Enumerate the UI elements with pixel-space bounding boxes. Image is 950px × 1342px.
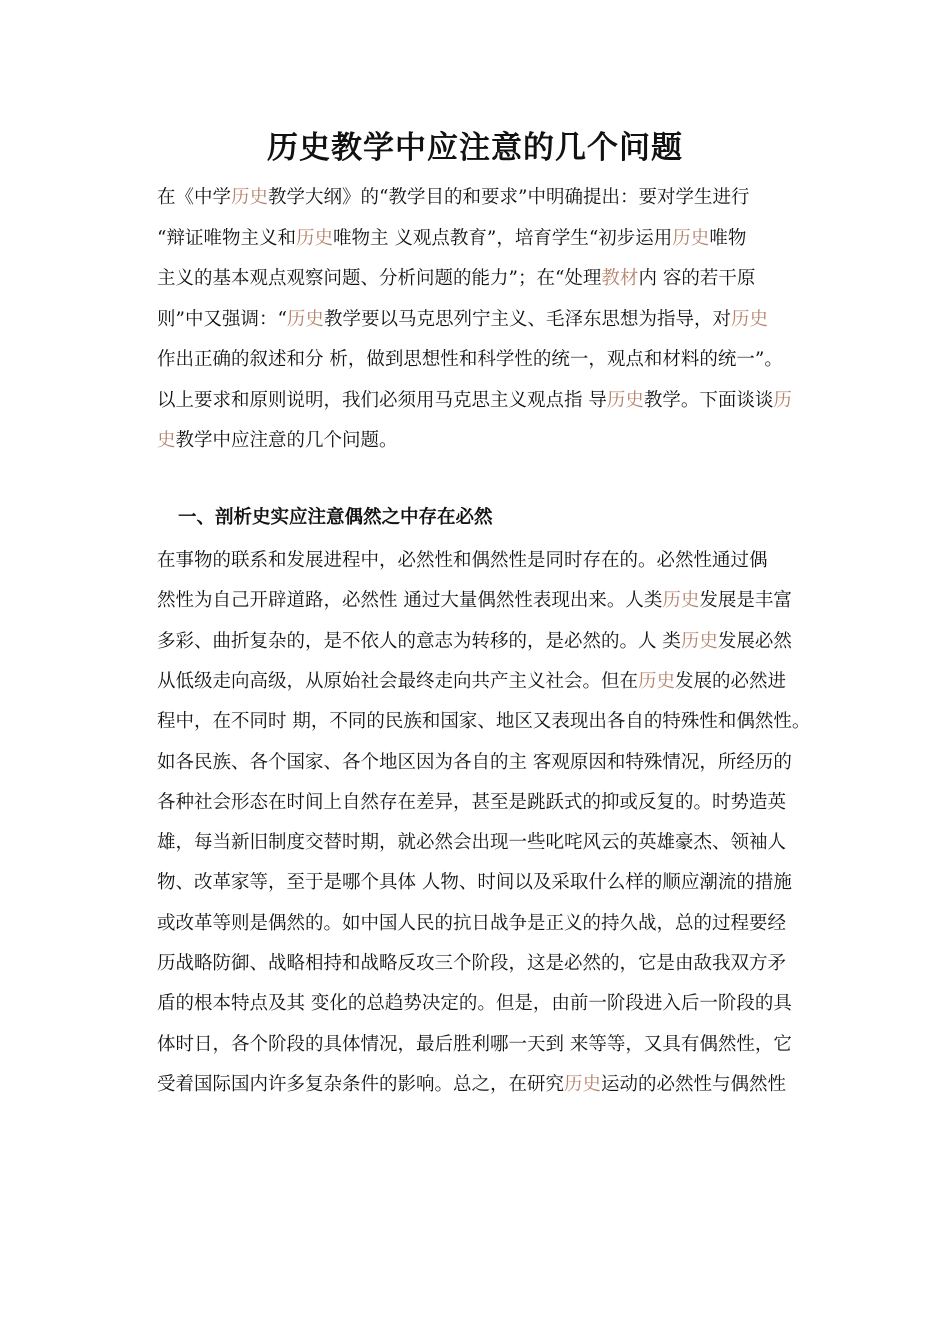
text-segment: 内 容的若干原 [638, 268, 756, 289]
text-line [157, 185, 797, 211]
section-heading: 一、剖析史实应注意偶然之中存在必然 [178, 507, 493, 528]
text-line [157, 548, 797, 574]
text-segment: 发展必然 [717, 630, 792, 652]
text-line [157, 870, 797, 896]
highlighted-term: 历史 [730, 308, 768, 330]
text-segment: 则”中又强调：“ [157, 308, 287, 330]
text-segment: 多彩、曲折复杂的，是不依人的意志为转移的，是必然的。人 类 [157, 630, 681, 652]
highlighted-term: 史 [157, 430, 176, 451]
text-segment: 唯物 [709, 227, 747, 249]
text-line [157, 830, 797, 856]
text-line [157, 1072, 797, 1098]
text-line [157, 911, 797, 937]
text-segment: 发展是丰富 [699, 590, 792, 612]
text-line [157, 991, 797, 1017]
text-line [157, 790, 797, 816]
text-line [157, 709, 811, 735]
text-segment: 教学要以马克思列宁主义、毛泽东思想为指导，对 [323, 308, 731, 330]
highlighted-term: 教材 [601, 268, 639, 289]
text-segment: 历战略防御、战略相持和战略反攻三个阶段，这是必然的，它是由敌我双方矛 [157, 953, 787, 974]
text-line [157, 750, 797, 776]
text-segment: 唯物主 义观点教育”，培育学生“初步运用 [332, 227, 673, 249]
text-line [157, 588, 797, 614]
text-line [157, 266, 797, 292]
text-line [157, 347, 797, 373]
highlighted-term: 历史 [638, 670, 676, 692]
text-segment: 体时日，各个阶段的具体情况，最后胜利哪一天到 来等等，又具有偶然性，它 [157, 1033, 792, 1055]
text-line [157, 629, 797, 655]
highlighted-term: 历史 [606, 389, 644, 411]
document-title: 历史教学中应注意的几个问题 [267, 130, 683, 166]
text-segment: 发展的必然进 [675, 670, 787, 692]
text-segment: 在事物的联系和发展进程中，必然性和偶然性是同时存在的。必然性通过偶 [157, 550, 768, 571]
highlighted-term: 历史 [662, 590, 700, 612]
text-segment: 以上要求和原则说明，我们必须用马克思主义观点指 导 [157, 389, 607, 411]
text-line [157, 669, 797, 695]
text-segment: 作出正确的叙述和分 析，做到思想性和科学性的统一，观点和材料的统一”。 [157, 349, 783, 370]
text-segment: 教学。下面谈谈 [643, 389, 774, 411]
text-segment: 教学大纲》的“教学目的和要求”中明确提出：要对学生进行 [268, 187, 750, 208]
highlighted-term: 历史 [295, 227, 333, 249]
text-line [157, 226, 797, 252]
text-segment: 物、改革家等，至于是哪个具体 人物、时间以及采取什么样的顺应潮流的措施 [157, 872, 792, 894]
text-segment: 或改革等则是偶然的。如中国人民的抗日战争是正义的持久战，总的过程要经 [157, 912, 787, 934]
text-segment: 各种社会形态在时间上自然存在差异，甚至是跳跃式的抑或反复的。时势造英 [157, 791, 787, 813]
text-line [157, 1032, 797, 1058]
text-segment: 运动的必然性与偶然性 [601, 1073, 787, 1095]
highlighted-term: 历史 [680, 630, 718, 652]
text-segment: 雄，每当新旧制度交替时期，就必然会出现一些叱咤风云的英雄豪杰、领袖人 [157, 832, 787, 854]
highlighted-term: 历史 [231, 187, 269, 208]
text-segment: 然性为自己开辟道路，必然性 通过大量偶然性表现出来。人类 [157, 590, 663, 612]
text-line [157, 307, 797, 333]
highlighted-term: 历 [773, 389, 792, 411]
text-line [157, 428, 797, 454]
text-line [157, 951, 797, 977]
text-segment: 从低级走向高级，从原始社会最终走向共产主义社会。但在 [157, 670, 639, 692]
text-segment: “辩证唯物主义和 [157, 227, 296, 249]
text-segment: 主义的基本观点观察问题、分析问题的能力”；在“处理 [157, 268, 602, 289]
text-segment: 受着国际国内许多复杂条件的影响。总之，在研究 [157, 1073, 565, 1095]
text-segment: 在《中学 [157, 187, 232, 208]
highlighted-term: 历史 [564, 1073, 602, 1095]
text-segment: 教学中应注意的几个问题。 [175, 430, 398, 451]
highlighted-term: 历史 [286, 308, 324, 330]
text-segment: 盾的根本特点及其 变化的总趋势决定的。但是，由前一阶段进入后一阶段的具 [157, 993, 792, 1015]
highlighted-term: 历史 [672, 227, 710, 249]
text-segment: 如各民族、各个国家、各个地区因为各自的主 客观原因和特殊情况，所经历的 [157, 751, 792, 773]
text-line [157, 388, 797, 414]
text-segment: 程中，在不同时 期，不同的民族和国家、地区又表现出各自的特殊性和偶然性。 [157, 711, 811, 733]
